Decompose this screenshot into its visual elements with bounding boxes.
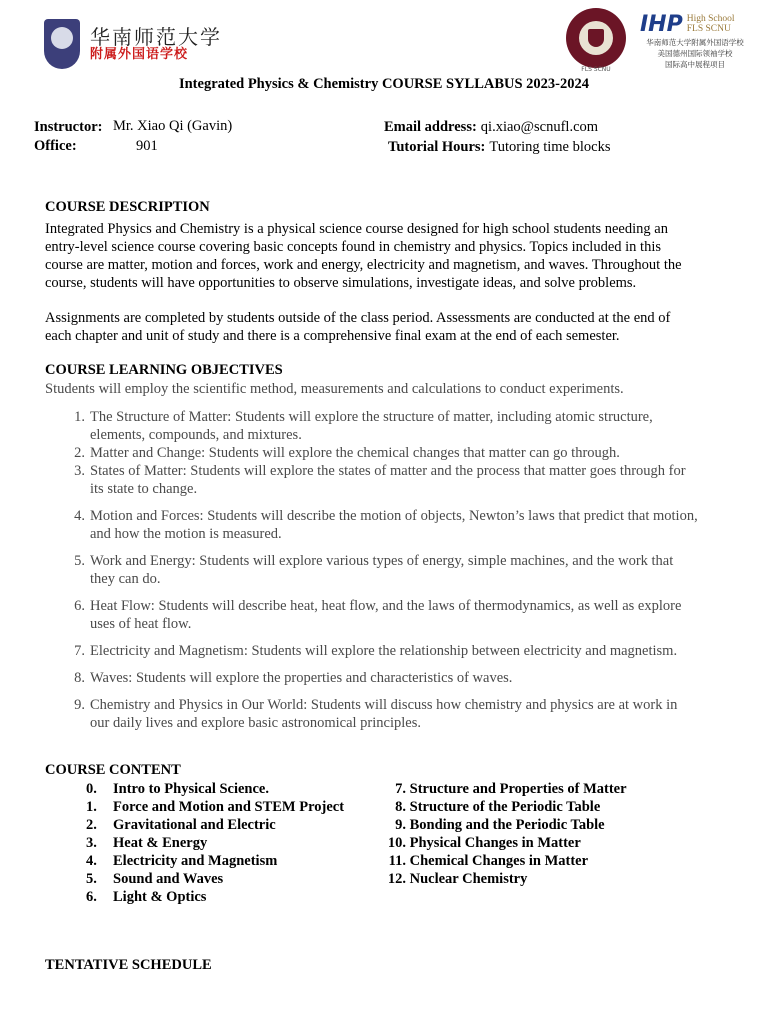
- objectives-intro: Students will employ the scientific method, measurements and calculations to conduct experiments.: [45, 381, 624, 397]
- tutorial-hours-label: Tutorial Hours:: [388, 139, 486, 155]
- assessment-line: each chapter and unit of study and there is a comprehensive final exam at the end of each semester.: [45, 328, 620, 344]
- objective-item: 1. The Structure of Matter: Students will explore the structure of matter, including atomic structure, elements, compounds, and mixtures.: [74, 409, 653, 443]
- content-item: 7. Structure and Properties of Matter: [395, 781, 627, 797]
- description-line: course are matter, motion and forces, work and energy, electricity and magnetism, and waves. Throughout the: [45, 257, 682, 273]
- document-title: Integrated Physics & Chemistry COURSE SYLLABUS 2023-2024: [178, 76, 590, 92]
- objective-item: 7. Electricity and Magnetism: Students will explore the relationship between electricity and magnetism.: [74, 643, 678, 659]
- school-logo: [44, 14, 234, 74]
- assessment-line: Assignments are completed by students outside of the class period. Assessments are conducted at the end of: [45, 310, 671, 326]
- ihp-logo: [640, 14, 750, 74]
- email-label: Email address:: [384, 119, 477, 135]
- content-item: 5. Sound and Waves: [86, 871, 224, 887]
- objective-item: 2. Matter and Change: Students will explore the chemical changes that matter can go through.: [74, 445, 620, 461]
- objective-item: 3. States of Matter: Students will explore the states of matter and the process that matter goes through for its state to change.: [74, 463, 686, 497]
- content-item: 10. Physical Changes in Matter: [387, 835, 581, 851]
- content-item: 8. Structure of the Periodic Table: [395, 799, 601, 815]
- objective-item: 6. Heat Flow: Students will describe heat, heat flow, and the laws of thermodynamics, as well as explore uses of heat flow.: [74, 598, 682, 632]
- school-crest-icon: [44, 19, 80, 69]
- content-item: 3. Heat & Energy: [86, 835, 208, 851]
- instructor-value: Mr. Xiao Qi (Gavin): [113, 118, 233, 134]
- objective-item: 5. Work and Energy: Students will explore various types of energy, simple machines, and the work that they can do.: [74, 553, 674, 587]
- seal-caption: FLS SCNU: [581, 66, 611, 73]
- ihp-line2: FLS SCNU: [686, 24, 731, 34]
- school-subname-cn: 附属外国语学校: [90, 46, 189, 62]
- school-name-cn: 华南师范大学: [90, 24, 222, 49]
- ihp-cn-1: 华南师范大学附属外国语学校: [646, 38, 744, 47]
- tutorial-hours-value: Tutoring time blocks: [489, 139, 611, 155]
- content-item: 12. Nuclear Chemistry: [387, 871, 528, 887]
- objectives-heading: COURSE LEARNING OBJECTIVES: [45, 362, 283, 378]
- assessment-text: [45, 309, 725, 345]
- course-description-text: [45, 220, 725, 292]
- ihp-cn-3: 国际高中展程项目: [665, 60, 725, 69]
- email-link[interactable]: qi.xiao@scnufl.com: [480, 119, 599, 135]
- content-left-column: [86, 780, 344, 906]
- content-item: 6. Light & Optics: [86, 889, 207, 905]
- office-value: 901: [136, 138, 158, 154]
- content-item: 2. Gravitational and Electric: [86, 817, 276, 833]
- instructor-row: [34, 118, 102, 136]
- content-item: 4. Electricity and Magnetism: [86, 853, 278, 869]
- shield-icon: [588, 29, 604, 47]
- ihp-line1: High School: [686, 14, 735, 24]
- objective-item: 4. Motion and Forces: Students will describe the motion of objects, Newton’s laws that predict that motion, and how the motion is measured.: [74, 508, 698, 542]
- content-item: 9. Bonding and the Periodic Table: [395, 817, 605, 833]
- objective-item: 9. Chemistry and Physics in Our World: Students will discuss how chemistry and physics are at work in our daily lives and explore basic astronomical principles.: [74, 697, 678, 731]
- objective-item: 8. Waves: Students will explore the properties and characteristics of waves.: [74, 670, 513, 686]
- content-right-column: [380, 780, 627, 888]
- tentative-schedule-heading: TENTATIVE SCHEDULE: [45, 957, 212, 973]
- objectives-list: [45, 408, 725, 732]
- description-line: Integrated Physics and Chemistry is a physical science course designed for high school students needing an: [45, 221, 668, 237]
- ihp-cn-2: 美国德州国际领袖学校: [657, 49, 733, 58]
- ihp-mark: IHP: [640, 12, 683, 37]
- instructor-label: Instructor:: [34, 119, 103, 135]
- content-item: 11. Chemical Changes in Matter: [388, 853, 589, 869]
- course-content-heading: COURSE CONTENT: [45, 762, 181, 778]
- description-line: course, students will have opportunities to observe simulations, investigate ideas, and solve problems.: [45, 275, 637, 291]
- description-line: entry-level science course covering basic concepts found in chemistry and physics. Topics included in this: [45, 239, 662, 255]
- content-item: 0. Intro to Physical Science.: [86, 781, 269, 797]
- course-description-heading: COURSE DESCRIPTION: [45, 199, 210, 215]
- office-label: Office:: [34, 138, 77, 154]
- international-seal-logo: [566, 8, 626, 68]
- content-item: 1. Force and Motion and STEM Project: [86, 799, 345, 815]
